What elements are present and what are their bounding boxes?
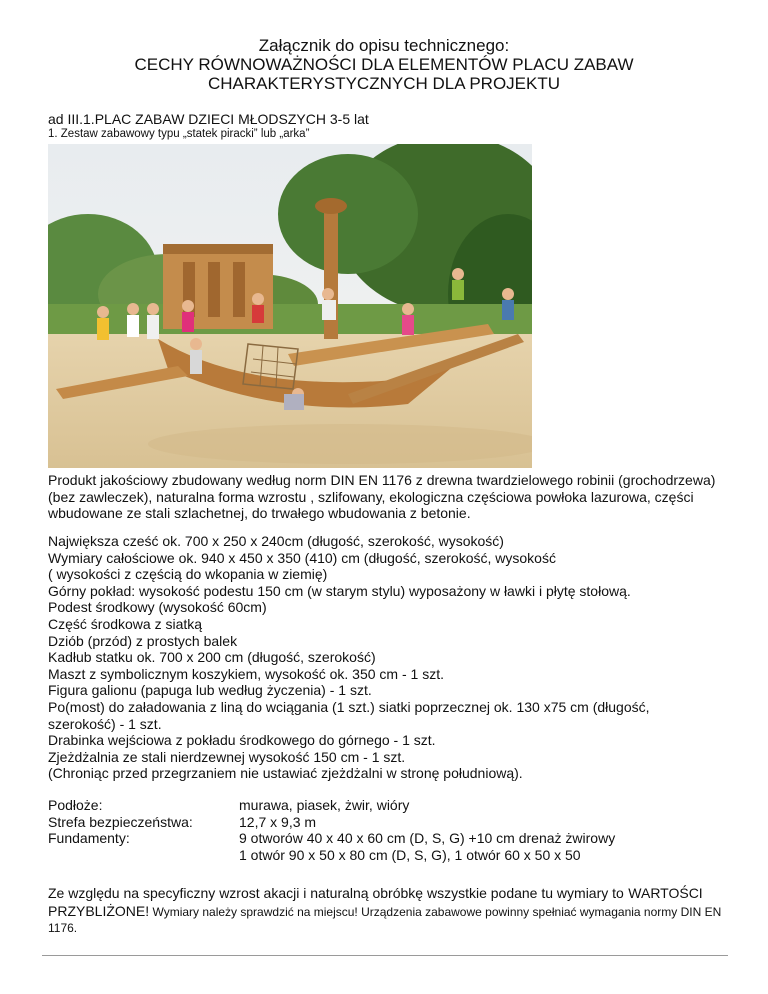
- note-emphasis: WARTOŚCI PRZYBLIŻONE!: [48, 885, 703, 919]
- spec-line: Część środkowa z siatką: [48, 615, 203, 632]
- specifications-list: [48, 533, 728, 782]
- property-row: [48, 797, 615, 814]
- approximate-values-note: [48, 885, 728, 937]
- document-header: [0, 36, 768, 93]
- property-value-line: 9 otworów 40 x 40 x 60 cm (D, S, G) +10 cm drenaż żwirowy: [239, 830, 616, 847]
- property-value-line: 12,7 x 9,3 m: [239, 813, 317, 830]
- section-title: ad III.1.PLAC ZABAW DZIECI MŁODSZYCH 3-5 lat: [48, 111, 369, 127]
- property-value: [239, 814, 316, 831]
- spec-line: Największa cześć ok. 700 x 250 x 240cm (długość, szerokość, wysokość): [48, 533, 504, 549]
- spec-line: Figura galionu (papuga lub według życzenia) - 1 szt.: [48, 682, 372, 699]
- spec-line: Drabinka wejściowa z pokładu środkowego do górnego - 1 szt.: [48, 732, 436, 749]
- property-label: Strefa bezpieczeństwa:: [48, 813, 193, 830]
- playground-photo: [48, 144, 532, 468]
- spec-line: ( wysokości z częścią do wkopania w ziemię): [48, 566, 328, 583]
- header-line-3: CHARAKTERYSTYCZNYCH DLA PROJEKTU: [207, 74, 561, 93]
- spec-line: (Chroniąc przed przegrzaniem nie ustawiać zjeżdżalni w stronę południową).: [48, 765, 523, 782]
- property-row: [48, 814, 615, 831]
- header-line-2: CECHY RÓWNOWAŻNOŚCI DLA ELEMENTÓW PLACU ZABAW: [134, 55, 634, 74]
- property-label: Fundamenty:: [48, 830, 130, 847]
- property-row: [48, 830, 615, 863]
- spec-line: Po(most) do załadowania z liną do wciągania (1 szt.) siatki poprzecznej ok. 130 x75 cm (długość,: [48, 698, 650, 715]
- property-label: Podłoże:: [48, 797, 103, 813]
- property-value: [239, 797, 409, 814]
- product-description: Produkt jakościowy zbudowany według norm DIN EN 1176 z drewna twardzielowego robinii (grochodrzewa) (bez zawleczek), naturalna forma wzrostu , szlifowany, ekologiczna częściowa powłoka lazurowa, części wbudowane ze stali szlachetnej, do trwałego wbudowania z betonie.: [48, 472, 716, 521]
- spec-line: Maszt z symbolicznym koszykiem, wysokość ok. 350 cm - 1 szt.: [48, 665, 444, 682]
- spec-line: Podest środkowy (wysokość 60cm): [48, 599, 267, 616]
- bottom-divider: [42, 955, 728, 956]
- spec-line: szerokość) - 1 szt.: [48, 715, 162, 732]
- spec-line: Zjeżdżalnia ze stali nierdzewnej wysokość 150 cm - 1 szt.: [48, 748, 406, 765]
- property-value: [239, 830, 615, 863]
- note-text-small: Wymiary należy sprawdzić na miejscu! Urządzenia zabawowe powinny spełniać wymagania normy DIN EN 1176.: [48, 904, 722, 935]
- spec-line: Dziób (przód) z prostych balek: [48, 632, 238, 649]
- properties-table: [48, 797, 615, 863]
- header-line-1: Załącznik do opisu technicznego:: [258, 36, 510, 55]
- spec-line: Kadłub statku ok. 700 x 200 cm (długość, szerokość): [48, 649, 376, 666]
- note-text: Ze względu na specyficzny wzrost akacji i naturalną obróbkę wszystkie podane tu wymiary to: [48, 885, 624, 901]
- property-value-line: 1 otwór 90 x 50 x 80 cm (D, S, G), 1 otwór 60 x 50 x 50: [239, 846, 581, 863]
- spec-line: Wymiary całościowe ok. 940 x 450 x 350 (410) cm (długość, szerokość, wysokość: [48, 549, 556, 566]
- property-value-line: murawa, piasek, żwir, wióry: [239, 797, 410, 813]
- spec-line: Górny pokład: wysokość podestu 150 cm (w starym stylu) wyposażony w ławki i płytę stołową.: [48, 582, 631, 599]
- item-title: 1. Zestaw zabawowy typu „statek piracki” lub „arka”: [48, 128, 310, 140]
